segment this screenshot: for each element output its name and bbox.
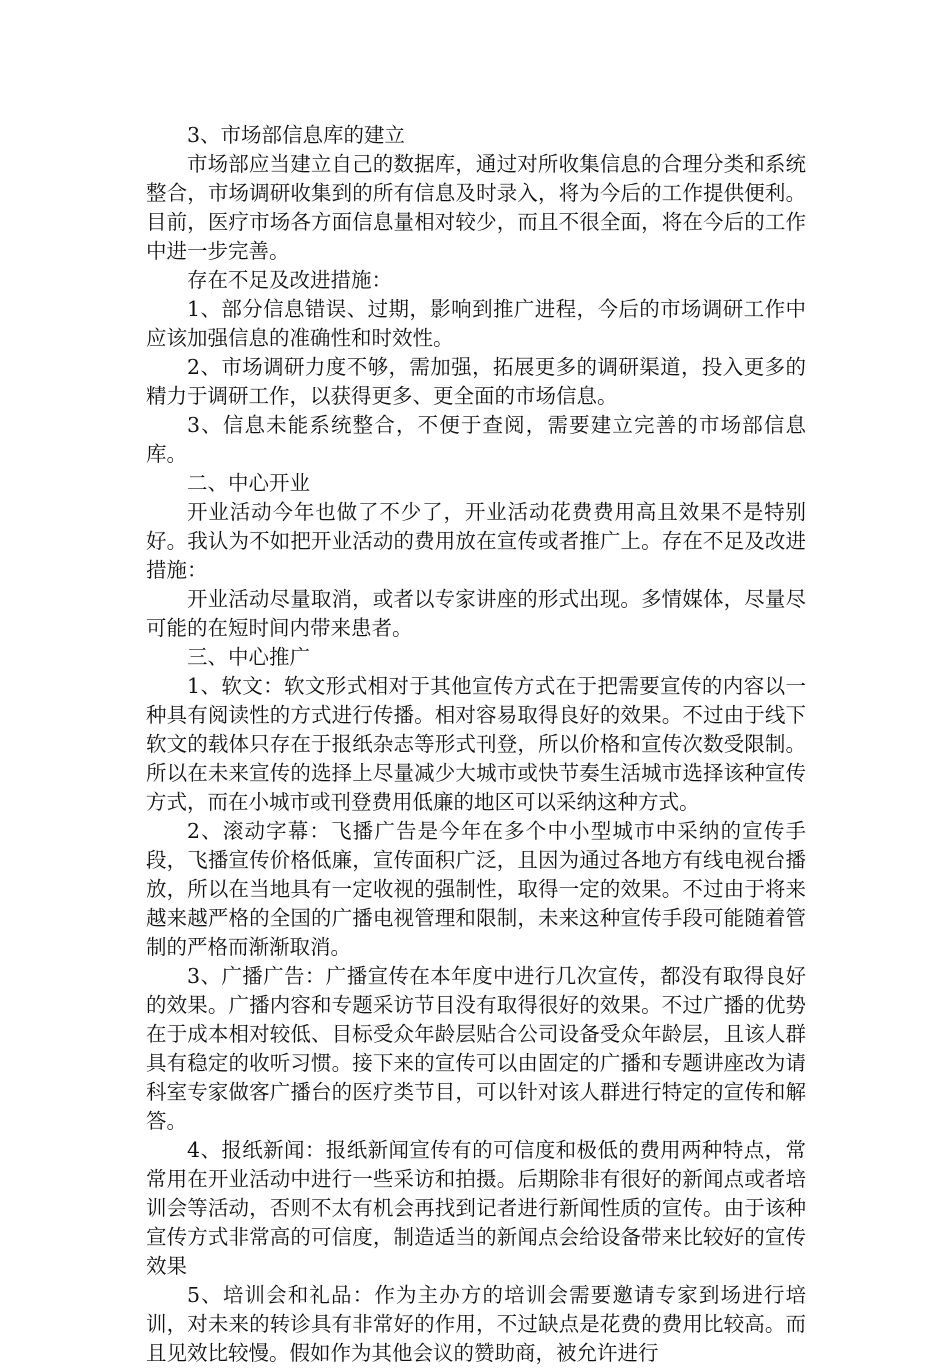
body-paragraph: 存在不足及改进措施： [187, 268, 392, 292]
section-heading: 三、中心推广 [187, 645, 310, 669]
list-item: 2、市场调研力度不够，需加强，拓展更多的调研渠道，投入更多的精力于调研工作，以获得更多、更全面的市场信息。 [146, 355, 806, 408]
list-item: 5、培训会和礼品：作为主办方的培训会需要邀请专家到场进行培训，对未来的转诊具有非常好的作用，不过缺点是花费的费用比较高。而且见效比较慢。假如作为其他会议的赞助商，被允许进行 [146, 1283, 806, 1365]
body-paragraph: 开业活动今年也做了不少了，开业活动花费费用高且效果不是特别好。我认为不如把开业活动的费用放在宣传或者推广上。存在不足及改进措施： [146, 500, 806, 582]
list-item: 1、部分信息错误、过期，影响到推广进程，今后的市场调研工作中应该加强信息的准确性和时效性。 [146, 297, 806, 350]
body-paragraph: 市场部应当建立自己的数据库，通过对所收集信息的合理分类和系统整合，市场调研收集到的所有信息及时录入，将为今后的工作提供便利。目前，医疗市场各方面信息量相对较少，而且不很全面，将在今后的工作中进一步完善。 [146, 152, 806, 263]
body-paragraph: 开业活动尽量取消，或者以专家讲座的形式出现。多情媒体，尽量尽可能的在短时间内带来患者。 [146, 587, 806, 640]
section-subheading: 3、市场部信息库的建立 [187, 123, 406, 147]
document-page [146, 121, 806, 1368]
list-item: 4、报纸新闻：报纸新闻宣传有的可信度和极低的费用两种特点，常常用在开业活动中进行一些采访和拍摄。后期除非有很好的新闻点或者培训会等活动，否则不太有机会再找到记者进行新闻性质的宣传。由于该种宣传方式非常高的可信度，制造适当的新闻点会给设备带来比较好的宣传效果 [146, 1138, 806, 1278]
list-item: 1、软文：软文形式相对于其他宣传方式在于把需要宣传的内容以一种具有阅读性的方式进行传播。相对容易取得良好的效果。不过由于线下软文的载体只存在于报纸杂志等形式刊登，所以价格和宣传次数受限制。所以在未来宣传的选择上尽量减少大城市或快节奏生活城市选择该种宣传方式，而在小城市或刊登费用低廉的地区可以采纳这种方式。 [146, 674, 806, 814]
list-item: 2、滚动字幕：飞播广告是今年在多个中小型城市中采纳的宣传手段，飞播宣传价格低廉，宣传面积广泛，且因为通过各地方有线电视台播放，所以在当地具有一定收视的强制性，取得一定的效果。不过由于将来越来越严格的全国的广播电视管理和限制，未来这种宣传手段可能随着管制的严格而渐渐取消。 [146, 819, 806, 959]
section-heading: 二、中心开业 [187, 471, 310, 495]
list-item: 3、广播广告：广播宣传在本年度中进行几次宣传，都没有取得良好的效果。广播内容和专题采访节目没有取得很好的效果。不过广播的优势在于成本相对较低、目标受众年龄层贴合公司设备受众年龄层，且该人群具有稳定的收听习惯。接下来的宣传可以由固定的广播和专题讲座改为请科室专家做客广播台的医疗类节目，可以针对该人群进行特定的宣传和解答。 [146, 964, 806, 1133]
list-item: 3、信息未能系统整合，不便于查阅，需要建立完善的市场部信息库。 [146, 413, 806, 466]
